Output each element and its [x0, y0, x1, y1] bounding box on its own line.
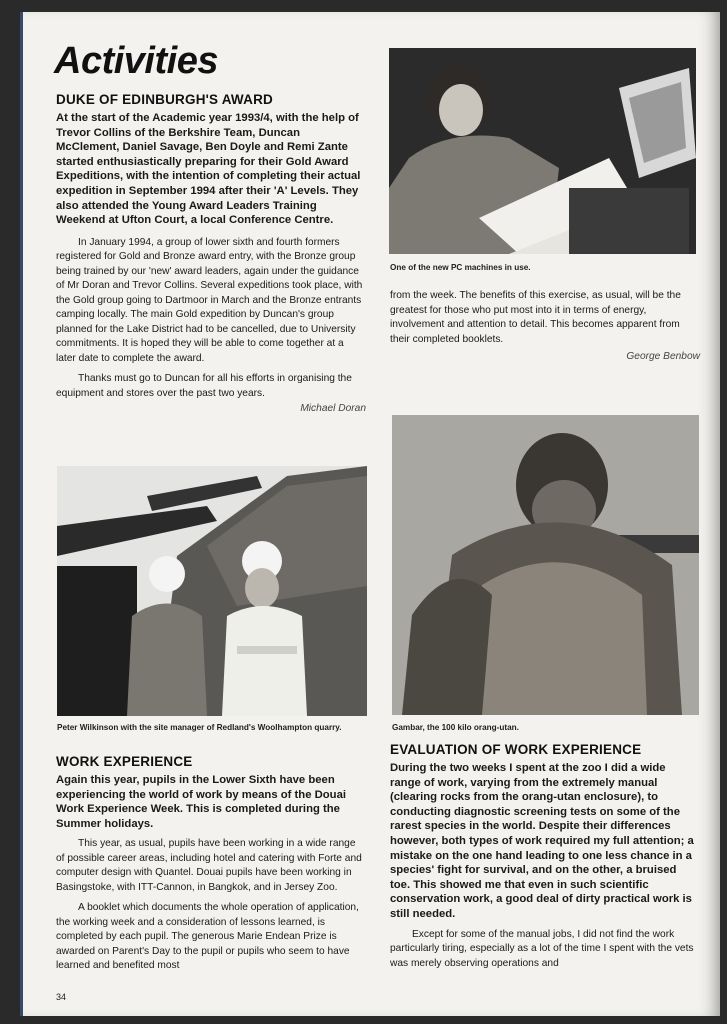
page [20, 12, 720, 1016]
orangutan-photo-caption: Gambar, the 100 kilo orang-utan. [392, 723, 519, 732]
work-heading: WORK EXPERIENCE [56, 754, 193, 769]
pc-photo-caption: One of the new PC machines in use. [390, 263, 531, 272]
page-edge [20, 12, 23, 1016]
duke-section [56, 92, 366, 414]
orangutan-photo-image [392, 415, 699, 715]
page-number: 34 [56, 992, 67, 1002]
quarry-photo-caption: Peter Wilkinson with the site manager of Redland's Woolhampton quarry. [57, 723, 342, 732]
work-lead: Again this year, pupils in the Lower Sixth have been experiencing the world of work by means of the Douai Work Experience Week. This is completed during the Summer holidays. [56, 774, 347, 830]
duke-signature: Michael Doran [300, 403, 366, 415]
right-top-signature: George Benbow [626, 351, 700, 362]
right-top-text [390, 289, 700, 362]
evaluation-para-1: Except for some of the manual jobs, I did not find the work particularly tiring, especially as a lot of the time I spent with the vets was merely observing operations and [390, 928, 694, 969]
pc-photo [389, 48, 696, 254]
duke-para-2: Thanks must go to Duncan for all his efforts in organising the equipment and stores over the past two years. [56, 373, 352, 399]
duke-para-1: In January 1994, a group of lower sixth and fourth formers registered for Gold and Bronze award entry, with the Bronze group being trained by our 'new' award leaders, again under the guidance of Mr Doran and Trevor Collins. Several expeditions took place, with the Gold group going to Dartmoor in March and the Bronze entrants camping locally. The main Gold expedition by Duncan's group planned for the Lake District had to be cancelled, due to University commitments. It is hoped they will be able to come together at a later date to complete the award. [56, 236, 363, 364]
evaluation-section [390, 742, 698, 971]
work-para-2: A booklet which documents the whole operation of application, the working week and a consideration of lessons learned, is completed by each pupil. The generous Marie Endean Prize is awarded on Parent's Day to the pupil or pupils who seem to have learned and benefited most [56, 902, 359, 972]
duke-heading: DUKE OF EDINBURGH'S AWARD [56, 92, 273, 107]
page-title: Activities [54, 40, 218, 82]
duke-lead: At the start of the Academic year 1993/4, with the help of Trevor Collins of the Berkshire Team, Duncan McClement, Daniel Savage, Ben Doyle and Remi Zante started enthusiastically preparing for their Gold Award Expeditions, with the intention of completing their actual expedition in September 1994 after their 'A' Levels. They also attended the Young Award Leaders Training Weekend at Ufton Court, a local Conference Centre. [56, 112, 361, 227]
orangutan-photo [392, 415, 699, 715]
pc-photo-image [389, 48, 696, 254]
evaluation-lead: During the two weeks I spent at the zoo I did a wide range of work, varying from the extremely manual (clearing rocks from the orang-utan enclosure), to conducting diagnostic screening tests on some of the rarest species in the world. Despite their differences however, both types of work required my full attention; a mistake on the one hand leading to one less chance in a species' fight for survival, and on the other, a bruised toe. This showed me that even in such scientific conservation work, a good deal of dirty practical work is still needed. [390, 762, 694, 920]
right-top-para: from the week. The benefits of this exercise, as usual, will be the greatest for those who put most into it in terms of energy, involvement and attention to detail. This becomes apparent from their completed booklets. [390, 290, 681, 345]
evaluation-heading: EVALUATION OF WORK EXPERIENCE [390, 742, 642, 757]
quarry-photo [57, 466, 367, 716]
work-section [56, 754, 366, 974]
quarry-photo-image [57, 466, 367, 716]
work-para-1: This year, as usual, pupils have been working in a wide range of possible career areas, including hotel and catering with Forte and computer design with Quantel. Douai pupils have been working in Basingstoke, with ITT-Cannon, in Bangkok, and in Jersey Zoo. [56, 838, 362, 893]
